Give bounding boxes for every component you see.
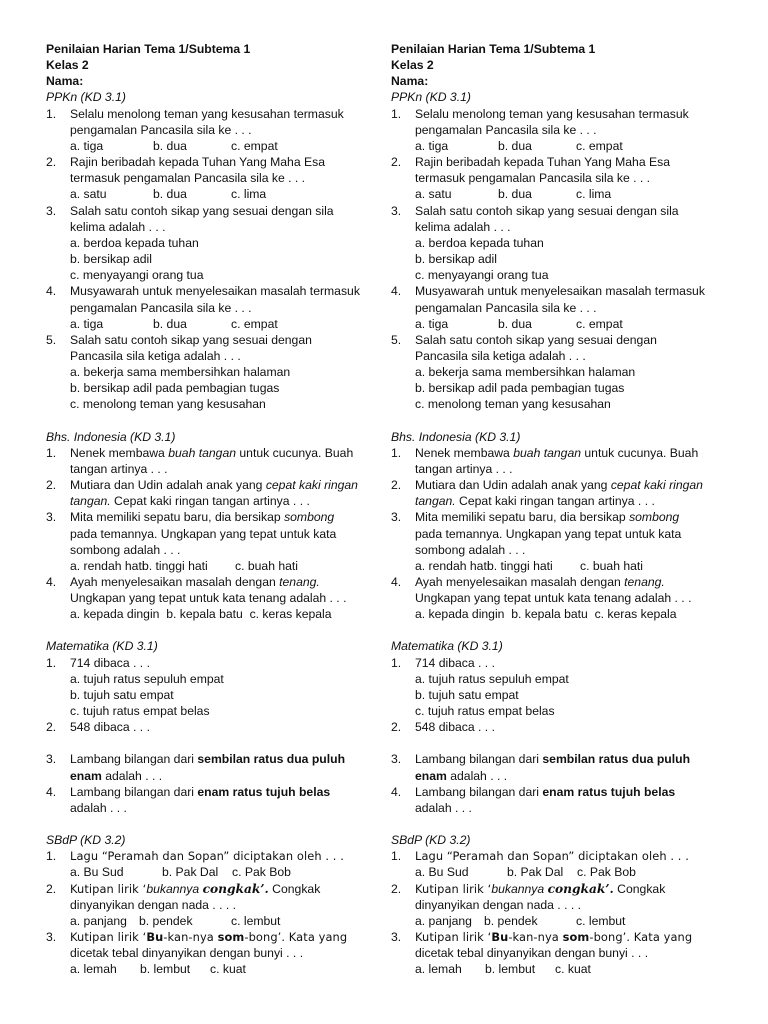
option-b: b. Pak Dal	[162, 865, 219, 880]
ppkn-question-5	[46, 332, 386, 413]
option-b: b. Pak Dal	[507, 865, 564, 880]
mtk-question-4	[391, 784, 731, 816]
question-text: Nenek membawa buah tangan untuk cucunya. Buah	[415, 445, 699, 460]
option-c: c. empat	[231, 316, 278, 331]
question-text: Selalu menolong teman yang kesusahan termasuk	[70, 106, 344, 121]
bindo-question-1	[391, 445, 731, 477]
question-text: Kutipan lirik ‘bukannya congkak’. Congkak	[415, 881, 666, 896]
question-text-cont: tangan. Cepat kaki ringan tangan artinya . . .	[415, 494, 655, 509]
question-text: 548 dibaca . . .	[415, 720, 495, 735]
question-text: Selalu menolong teman yang kesusahan termasuk	[415, 106, 689, 121]
mtk-question-2	[391, 719, 731, 735]
ppkn-question-1	[46, 106, 386, 154]
question-text-cont: enam adalah . . .	[415, 768, 508, 783]
question-text-cont: sombong adalah . . .	[70, 542, 181, 557]
worksheet-title: Penilaian Harian Tema 1/Subtema 1	[391, 42, 596, 56]
bindo-question-3	[391, 509, 731, 574]
option-a: a. rendah hati	[70, 558, 145, 573]
option-c: c. menolong teman yang kesusahan	[415, 397, 611, 412]
option-a: a. Bu Sud	[70, 865, 124, 880]
question-text: Lambang bilangan dari enam ratus tujuh belas	[70, 784, 331, 799]
question-text-cont: pengamalan Pancasila sila ke . . .	[415, 122, 597, 137]
option-b: b. tujuh satu empat	[415, 687, 519, 702]
question-number: 2.	[391, 478, 402, 493]
option-b: b. dua	[498, 138, 532, 153]
option-a: a. berdoa kepada tuhan	[415, 235, 544, 250]
question-text: Mita memiliki sepatu baru, dia bersikap sombong	[70, 510, 335, 525]
ppkn-heading: PPKn (KD 3.1)	[46, 90, 126, 105]
question-number: 1.	[46, 445, 57, 460]
question-number: 5.	[46, 332, 57, 347]
bindo-question-2	[46, 477, 386, 509]
option-b: b. bersikap adil	[70, 252, 152, 267]
option-b: b. dua	[498, 187, 532, 202]
question-text-cont: dicetak tebal dinyanyikan dengan bunyi . . .	[415, 946, 649, 961]
option-a: a. tujuh ratus sepuluh empat	[70, 671, 224, 686]
option-b: b. dua	[153, 316, 187, 331]
question-number: 1.	[46, 655, 57, 670]
option-a: a. Bu Sud	[415, 865, 469, 880]
option-a: a. berdoa kepada tuhan	[70, 235, 199, 250]
question-text-cont: Pancasila sila ketiga adalah . . .	[415, 348, 586, 363]
option-a: a. tiga	[70, 316, 104, 331]
bindo-heading: Bhs. Indonesia (KD 3.1)	[391, 429, 521, 444]
question-text: Nenek membawa buah tangan untuk cucunya. Buah	[70, 445, 354, 460]
option-c: c. empat	[576, 138, 623, 153]
question-number: 2.	[46, 720, 57, 735]
sbdp-question-1	[46, 848, 386, 880]
question-text: Salah satu contoh sikap yang sesuai dengan	[70, 332, 312, 347]
question-text-cont: termasuk pengamalan Pancasila sila ke . . .	[415, 171, 651, 186]
bindo-question-4	[391, 574, 731, 622]
option-a: a. tiga	[415, 138, 449, 153]
question-text: Rajin beribadah kepada Tuhan Yang Maha Esa	[70, 155, 325, 170]
question-text: Rajin beribadah kepada Tuhan Yang Maha Esa	[415, 155, 670, 170]
question-number: 4.	[46, 784, 57, 799]
mtk-question-3	[391, 751, 731, 783]
question-text-cont: Ungkapan yang tepat untuk kata tenang adalah . . .	[415, 591, 692, 606]
option-c: c. kuat	[210, 962, 246, 977]
question-text-cont: dicetak tebal dinyanyikan dengan bunyi . . .	[70, 946, 304, 961]
option-b: b. pendek	[484, 913, 538, 928]
options-line: a. kepada dingin b. kepala batu c. keras kepala	[70, 607, 332, 622]
mtk-heading: Matematika (KD 3.1)	[391, 639, 503, 654]
question-text-cont: pengamalan Pancasila sila ke . . .	[70, 122, 252, 137]
question-text-cont: kelima adalah . . .	[70, 219, 166, 234]
question-text-cont: pada temannya. Ungkapan yang tepat untuk kata	[415, 526, 682, 541]
option-a: a. tujuh ratus sepuluh empat	[415, 671, 569, 686]
sbdp-heading: SBdP (KD 3.2)	[46, 833, 126, 848]
question-text: Salah satu contoh sikap yang sesuai dengan	[415, 332, 657, 347]
question-text-cont: adalah . . .	[415, 800, 472, 815]
question-number: 4.	[46, 575, 57, 589]
question-text-cont: tangan. Cepat kaki ringan tangan artinya . . .	[70, 494, 310, 509]
class-label: Kelas 2	[46, 58, 89, 73]
question-text-cont: kelima adalah . . .	[415, 219, 511, 234]
sbdp-question-2	[391, 881, 731, 929]
bindo-question-1	[46, 445, 386, 477]
question-text: Lambang bilangan dari sembilan ratus dua puluh	[415, 752, 691, 767]
question-text: Kutipan lirik ‘Bu-kan-nya som-bong’. Kata yang	[70, 929, 348, 944]
name-label: Nama:	[46, 74, 84, 89]
mtk-question-4	[46, 784, 386, 816]
question-text-cont: sombong adalah . . .	[415, 542, 526, 557]
options-line: a. kepada dingin b. kepala batu c. keras kepala	[415, 607, 677, 622]
sbdp-question-1	[391, 848, 731, 880]
option-b: b. lembut	[485, 962, 536, 977]
question-text: Mita memiliki sepatu baru, dia bersikap sombong	[415, 510, 680, 525]
question-text: Lagu “Peramah dan Sopan” diciptakan oleh . . .	[415, 849, 689, 864]
option-b: b. tinggi hati	[142, 558, 208, 573]
question-text: Lambang bilangan dari sembilan ratus dua puluh	[70, 752, 346, 767]
question-text: 714 dibaca . . .	[415, 655, 495, 670]
question-text-cont: Ungkapan yang tepat untuk kata tenang adalah . . .	[70, 591, 347, 606]
class-label: Kelas 2	[391, 58, 434, 73]
ppkn-question-3	[46, 203, 386, 284]
option-a: a. tiga	[415, 316, 449, 331]
question-text-cont: enam adalah . . .	[70, 768, 163, 783]
question-text: Salah satu contoh sikap yang sesuai dengan sila	[70, 203, 334, 218]
option-c: c. buah hati	[580, 558, 644, 573]
question-text: Mutiara dan Udin adalah anak yang cepat kaki ringan	[415, 478, 703, 493]
option-a: a. panjang	[415, 913, 472, 928]
option-b: b. tinggi hati	[487, 558, 553, 573]
question-number: 1.	[391, 106, 402, 121]
question-number: 2.	[46, 478, 57, 493]
option-a: a. bekerja sama membersihkan halaman	[415, 365, 636, 380]
mtk-question-2	[46, 719, 386, 735]
question-number: 5.	[391, 332, 402, 347]
option-a: a. lemah	[70, 962, 117, 977]
question-text: Musyawarah untuk menyelesaikan masalah termasuk	[415, 284, 705, 299]
option-c: c. lembut	[576, 913, 626, 928]
question-text-cont: tangan artinya . . .	[415, 461, 513, 476]
question-number: 3.	[46, 510, 57, 525]
mtk-question-3	[46, 751, 386, 783]
question-number: 3.	[46, 752, 57, 767]
left-column	[46, 41, 386, 977]
option-c: c. menolong teman yang kesusahan	[70, 397, 266, 412]
option-a: a. lemah	[415, 962, 462, 977]
question-number: 3.	[391, 752, 402, 767]
question-number: 3.	[46, 203, 57, 218]
option-b: b. dua	[153, 187, 187, 202]
option-b: b. bersikap adil pada pembagian tugas	[415, 381, 625, 396]
option-a: a. panjang	[70, 913, 127, 928]
question-number: 2.	[46, 155, 57, 170]
option-b: b. tujuh satu empat	[70, 687, 174, 702]
question-text: Ayah menyelesaikan masalah dengan tenang.	[415, 575, 665, 589]
question-number: 2.	[391, 881, 402, 896]
mtk-question-1	[46, 655, 386, 720]
question-text: Mutiara dan Udin adalah anak yang cepat kaki ringan	[70, 478, 358, 493]
question-text: Lambang bilangan dari enam ratus tujuh belas	[415, 784, 676, 799]
option-a: a. bekerja sama membersihkan halaman	[70, 365, 291, 380]
question-text-cont: termasuk pengamalan Pancasila sila ke . . .	[70, 171, 306, 186]
question-text-cont: dinyanyikan dengan nada . . . .	[415, 897, 582, 912]
option-b: b. pendek	[139, 913, 193, 928]
question-number: 4.	[391, 575, 402, 589]
question-number: 3.	[391, 203, 402, 218]
question-text: 548 dibaca . . .	[70, 720, 150, 735]
option-c: c. kuat	[555, 962, 591, 977]
bindo-heading: Bhs. Indonesia (KD 3.1)	[46, 429, 176, 444]
option-b: b. dua	[153, 138, 187, 153]
ppkn-question-3	[391, 203, 731, 284]
question-text: 714 dibaca . . .	[70, 655, 150, 670]
sbdp-heading: SBdP (KD 3.2)	[391, 833, 471, 848]
option-c: c. Pak Bob	[577, 865, 636, 880]
option-c: c. tujuh ratus empat belas	[415, 704, 555, 719]
question-text: Kutipan lirik ‘Bu-kan-nya som-bong’. Kata yang	[415, 929, 693, 944]
question-number: 1.	[391, 445, 402, 460]
question-number: 1.	[391, 849, 402, 864]
option-c: c. lima	[576, 187, 612, 202]
option-c: c. lembut	[231, 913, 281, 928]
bindo-question-4	[46, 574, 386, 622]
option-b: b. dua	[498, 316, 532, 331]
question-number: 4.	[391, 284, 402, 299]
question-number: 3.	[391, 929, 402, 944]
ppkn-heading: PPKn (KD 3.1)	[391, 90, 471, 105]
question-number: 3.	[391, 510, 402, 525]
question-number: 1.	[46, 849, 57, 864]
question-number: 4.	[46, 284, 57, 299]
name-label: Nama:	[391, 74, 429, 89]
question-number: 3.	[46, 929, 57, 944]
question-text: Musyawarah untuk menyelesaikan masalah termasuk	[70, 284, 360, 299]
option-a: a. tiga	[70, 138, 104, 153]
question-text-cont: tangan artinya . . .	[70, 461, 168, 476]
sbdp-question-2	[46, 881, 386, 929]
bindo-question-3	[46, 509, 386, 574]
option-c: c. tujuh ratus empat belas	[70, 704, 210, 719]
question-number: 4.	[391, 784, 402, 799]
question-text: Lagu “Peramah dan Sopan” diciptakan oleh . . .	[70, 849, 344, 864]
option-a: a. satu	[70, 187, 107, 202]
question-text-cont: adalah . . .	[70, 800, 127, 815]
question-text: Ayah menyelesaikan masalah dengan tenang.	[70, 575, 320, 589]
ppkn-question-4	[46, 283, 386, 331]
question-text-cont: pengamalan Pancasila sila ke . . .	[415, 300, 597, 315]
question-number: 2.	[391, 155, 402, 170]
question-text: Kutipan lirik ‘bukannya congkak’. Congkak	[70, 881, 321, 896]
question-text-cont: pada temannya. Ungkapan yang tepat untuk kata	[70, 526, 337, 541]
question-number: 1.	[391, 655, 402, 670]
right-column	[391, 41, 731, 977]
mtk-heading: Matematika (KD 3.1)	[46, 639, 158, 654]
bindo-question-2	[391, 477, 731, 509]
option-c: c. empat	[576, 316, 623, 331]
option-b: b. bersikap adil pada pembagian tugas	[70, 381, 280, 396]
ppkn-question-4	[391, 283, 731, 331]
option-a: a. satu	[415, 187, 452, 202]
question-text-cont: dinyanyikan dengan nada . . . .	[70, 897, 237, 912]
question-text: Salah satu contoh sikap yang sesuai dengan sila	[415, 203, 679, 218]
option-c: c. menyayangi orang tua	[415, 268, 549, 283]
ppkn-question-5	[391, 332, 731, 413]
option-c: c. lima	[231, 187, 267, 202]
option-c: c. buah hati	[235, 558, 299, 573]
option-c: c. menyayangi orang tua	[70, 268, 204, 283]
option-c: c. Pak Bob	[232, 865, 291, 880]
ppkn-question-1	[391, 106, 731, 154]
question-number: 2.	[391, 720, 402, 735]
question-number: 1.	[46, 106, 57, 121]
option-b: b. lembut	[140, 962, 191, 977]
option-a: a. rendah hati	[415, 558, 490, 573]
ppkn-question-2	[46, 154, 386, 202]
option-b: b. bersikap adil	[415, 252, 497, 267]
mtk-question-1	[391, 655, 731, 720]
sbdp-question-3	[391, 929, 731, 977]
question-text-cont: pengamalan Pancasila sila ke . . .	[70, 300, 252, 315]
question-text-cont: Pancasila sila ketiga adalah . . .	[70, 348, 241, 363]
ppkn-question-2	[391, 154, 731, 202]
option-c: c. empat	[231, 138, 278, 153]
sbdp-question-3	[46, 929, 386, 977]
worksheet-title: Penilaian Harian Tema 1/Subtema 1	[46, 42, 251, 56]
question-number: 2.	[46, 881, 57, 896]
